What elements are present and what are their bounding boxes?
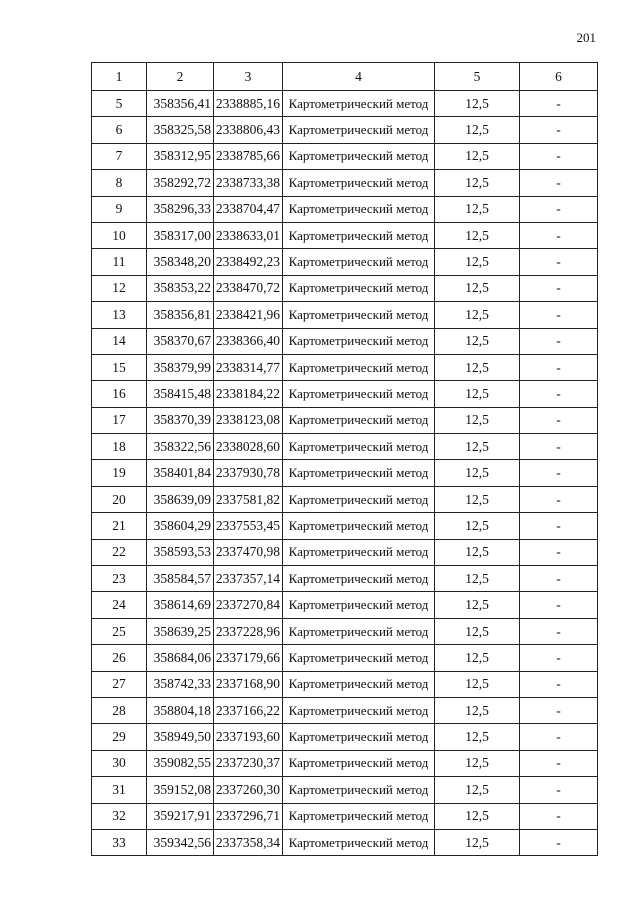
accuracy-cell: 12,5 [435, 460, 520, 486]
y-coordinate-cell: 2337358,34 [214, 829, 283, 855]
method-cell: Картометрический метод [283, 434, 435, 460]
table-row [92, 354, 598, 380]
accuracy-cell: 12,5 [435, 750, 520, 776]
table-row [92, 381, 598, 407]
method-cell: Картометрический метод [283, 354, 435, 380]
x-coordinate-cell: 358325,58 [147, 117, 214, 143]
point-number-cell: 19 [92, 460, 147, 486]
method-cell: Картометрический метод [283, 777, 435, 803]
x-coordinate-cell: 358684,06 [147, 645, 214, 671]
header-cell-1: 1 [92, 63, 147, 91]
page-number: 201 [576, 30, 596, 45]
note-cell: - [520, 196, 598, 222]
y-coordinate-cell: 2337581,82 [214, 486, 283, 512]
accuracy-cell: 12,5 [435, 592, 520, 618]
x-coordinate-cell: 359342,56 [147, 829, 214, 855]
y-coordinate-cell: 2337193,60 [214, 724, 283, 750]
header-cell-4: 4 [283, 63, 435, 91]
note-cell: - [520, 618, 598, 644]
point-number-cell: 17 [92, 407, 147, 433]
x-coordinate-cell: 358353,22 [147, 275, 214, 301]
y-coordinate-cell: 2337470,98 [214, 539, 283, 565]
point-number-cell: 23 [92, 566, 147, 592]
table-row [92, 222, 598, 248]
y-coordinate-cell: 2338633,01 [214, 222, 283, 248]
x-coordinate-cell: 358322,56 [147, 434, 214, 460]
table-row [92, 592, 598, 618]
note-cell: - [520, 486, 598, 512]
method-cell: Картометрический метод [283, 249, 435, 275]
table-row [92, 434, 598, 460]
note-cell: - [520, 645, 598, 671]
method-cell: Картометрический метод [283, 275, 435, 301]
x-coordinate-cell: 358356,81 [147, 302, 214, 328]
table-row [92, 170, 598, 196]
table-row [92, 275, 598, 301]
point-number-cell: 11 [92, 249, 147, 275]
method-cell: Картометрический метод [283, 117, 435, 143]
method-cell: Картометрический метод [283, 328, 435, 354]
point-number-cell: 15 [92, 354, 147, 380]
note-cell: - [520, 143, 598, 169]
table-row [92, 460, 598, 486]
y-coordinate-cell: 2338885,16 [214, 91, 283, 117]
note-cell: - [520, 803, 598, 829]
note-cell: - [520, 566, 598, 592]
accuracy-cell: 12,5 [435, 618, 520, 644]
accuracy-cell: 12,5 [435, 803, 520, 829]
note-cell: - [520, 328, 598, 354]
point-number-cell: 28 [92, 697, 147, 723]
table-row [92, 697, 598, 723]
accuracy-cell: 12,5 [435, 539, 520, 565]
y-coordinate-cell: 2337357,14 [214, 566, 283, 592]
x-coordinate-cell: 358604,29 [147, 513, 214, 539]
method-cell: Картометрический метод [283, 196, 435, 222]
note-cell: - [520, 777, 598, 803]
x-coordinate-cell: 358949,50 [147, 724, 214, 750]
table-row [92, 803, 598, 829]
accuracy-cell: 12,5 [435, 671, 520, 697]
point-number-cell: 5 [92, 91, 147, 117]
accuracy-cell: 12,5 [435, 117, 520, 143]
accuracy-cell: 12,5 [435, 222, 520, 248]
accuracy-cell: 12,5 [435, 724, 520, 750]
note-cell: - [520, 249, 598, 275]
y-coordinate-cell: 2338492,23 [214, 249, 283, 275]
point-number-cell: 24 [92, 592, 147, 618]
y-coordinate-cell: 2338123,08 [214, 407, 283, 433]
method-cell: Картометрический метод [283, 486, 435, 512]
y-coordinate-cell: 2337179,66 [214, 645, 283, 671]
method-cell: Картометрический метод [283, 803, 435, 829]
method-cell: Картометрический метод [283, 645, 435, 671]
method-cell: Картометрический метод [283, 91, 435, 117]
y-coordinate-cell: 2338028,60 [214, 434, 283, 460]
table-row [92, 91, 598, 117]
accuracy-cell: 12,5 [435, 354, 520, 380]
y-coordinate-cell: 2338704,47 [214, 196, 283, 222]
y-coordinate-cell: 2337553,45 [214, 513, 283, 539]
x-coordinate-cell: 358804,18 [147, 697, 214, 723]
table-header-row [92, 63, 598, 91]
point-number-cell: 31 [92, 777, 147, 803]
note-cell: - [520, 460, 598, 486]
accuracy-cell: 12,5 [435, 381, 520, 407]
method-cell: Картометрический метод [283, 539, 435, 565]
note-cell: - [520, 513, 598, 539]
point-number-cell: 25 [92, 618, 147, 644]
table-body [92, 63, 598, 856]
accuracy-cell: 12,5 [435, 697, 520, 723]
point-number-cell: 30 [92, 750, 147, 776]
method-cell: Картометрический метод [283, 566, 435, 592]
y-coordinate-cell: 2337228,96 [214, 618, 283, 644]
y-coordinate-cell: 2337230,37 [214, 750, 283, 776]
x-coordinate-cell: 358370,67 [147, 328, 214, 354]
method-cell: Картометрический метод [283, 592, 435, 618]
accuracy-cell: 12,5 [435, 249, 520, 275]
point-number-cell: 8 [92, 170, 147, 196]
x-coordinate-cell: 358356,41 [147, 91, 214, 117]
point-number-cell: 13 [92, 302, 147, 328]
x-coordinate-cell: 358742,33 [147, 671, 214, 697]
method-cell: Картометрический метод [283, 671, 435, 697]
method-cell: Картометрический метод [283, 381, 435, 407]
table-row [92, 671, 598, 697]
note-cell: - [520, 434, 598, 460]
method-cell: Картометрический метод [283, 750, 435, 776]
table-row [92, 407, 598, 433]
method-cell: Картометрический метод [283, 697, 435, 723]
method-cell: Картометрический метод [283, 618, 435, 644]
header-cell-3: 3 [214, 63, 283, 91]
table-row [92, 829, 598, 855]
x-coordinate-cell: 358584,57 [147, 566, 214, 592]
point-number-cell: 18 [92, 434, 147, 460]
method-cell: Картометрический метод [283, 513, 435, 539]
note-cell: - [520, 117, 598, 143]
x-coordinate-cell: 359082,55 [147, 750, 214, 776]
x-coordinate-cell: 358415,48 [147, 381, 214, 407]
accuracy-cell: 12,5 [435, 645, 520, 671]
y-coordinate-cell: 2337260,30 [214, 777, 283, 803]
y-coordinate-cell: 2338366,40 [214, 328, 283, 354]
y-coordinate-cell: 2338785,66 [214, 143, 283, 169]
table-row [92, 777, 598, 803]
method-cell: Картометрический метод [283, 724, 435, 750]
point-number-cell: 12 [92, 275, 147, 301]
note-cell: - [520, 697, 598, 723]
x-coordinate-cell: 359217,91 [147, 803, 214, 829]
x-coordinate-cell: 358593,53 [147, 539, 214, 565]
accuracy-cell: 12,5 [435, 407, 520, 433]
method-cell: Картометрический метод [283, 222, 435, 248]
note-cell: - [520, 275, 598, 301]
table-row [92, 513, 598, 539]
table-row [92, 302, 598, 328]
accuracy-cell: 12,5 [435, 275, 520, 301]
note-cell: - [520, 724, 598, 750]
table-row [92, 486, 598, 512]
x-coordinate-cell: 358639,09 [147, 486, 214, 512]
accuracy-cell: 12,5 [435, 566, 520, 592]
accuracy-cell: 12,5 [435, 143, 520, 169]
y-coordinate-cell: 2338733,38 [214, 170, 283, 196]
note-cell: - [520, 170, 598, 196]
y-coordinate-cell: 2338184,22 [214, 381, 283, 407]
method-cell: Картометрический метод [283, 460, 435, 486]
note-cell: - [520, 539, 598, 565]
table-row [92, 566, 598, 592]
x-coordinate-cell: 358614,69 [147, 592, 214, 618]
x-coordinate-cell: 359152,08 [147, 777, 214, 803]
table-row [92, 539, 598, 565]
y-coordinate-cell: 2338421,96 [214, 302, 283, 328]
accuracy-cell: 12,5 [435, 196, 520, 222]
y-coordinate-cell: 2338806,43 [214, 117, 283, 143]
note-cell: - [520, 222, 598, 248]
accuracy-cell: 12,5 [435, 829, 520, 855]
y-coordinate-cell: 2337168,90 [214, 671, 283, 697]
table-row [92, 724, 598, 750]
point-number-cell: 22 [92, 539, 147, 565]
point-number-cell: 16 [92, 381, 147, 407]
x-coordinate-cell: 358317,00 [147, 222, 214, 248]
point-number-cell: 32 [92, 803, 147, 829]
point-number-cell: 26 [92, 645, 147, 671]
note-cell: - [520, 750, 598, 776]
point-number-cell: 7 [92, 143, 147, 169]
note-cell: - [520, 592, 598, 618]
accuracy-cell: 12,5 [435, 170, 520, 196]
method-cell: Картометрический метод [283, 143, 435, 169]
table-row [92, 750, 598, 776]
point-number-cell: 6 [92, 117, 147, 143]
header-cell-2: 2 [147, 63, 214, 91]
y-coordinate-cell: 2337270,84 [214, 592, 283, 618]
point-number-cell: 21 [92, 513, 147, 539]
x-coordinate-cell: 358312,95 [147, 143, 214, 169]
note-cell: - [520, 354, 598, 380]
accuracy-cell: 12,5 [435, 513, 520, 539]
table-row [92, 249, 598, 275]
table-row [92, 143, 598, 169]
x-coordinate-cell: 358379,99 [147, 354, 214, 380]
note-cell: - [520, 829, 598, 855]
note-cell: - [520, 381, 598, 407]
x-coordinate-cell: 358370,39 [147, 407, 214, 433]
y-coordinate-cell: 2337166,22 [214, 697, 283, 723]
point-number-cell: 14 [92, 328, 147, 354]
method-cell: Картометрический метод [283, 302, 435, 328]
accuracy-cell: 12,5 [435, 434, 520, 460]
note-cell: - [520, 671, 598, 697]
point-number-cell: 9 [92, 196, 147, 222]
y-coordinate-cell: 2338470,72 [214, 275, 283, 301]
table-row [92, 645, 598, 671]
method-cell: Картометрический метод [283, 170, 435, 196]
point-number-cell: 27 [92, 671, 147, 697]
x-coordinate-cell: 358348,20 [147, 249, 214, 275]
x-coordinate-cell: 358639,25 [147, 618, 214, 644]
y-coordinate-cell: 2337930,78 [214, 460, 283, 486]
header-cell-6: 6 [520, 63, 598, 91]
accuracy-cell: 12,5 [435, 302, 520, 328]
coordinates-table [91, 62, 598, 856]
note-cell: - [520, 91, 598, 117]
point-number-cell: 20 [92, 486, 147, 512]
accuracy-cell: 12,5 [435, 328, 520, 354]
header-cell-5: 5 [435, 63, 520, 91]
x-coordinate-cell: 358296,33 [147, 196, 214, 222]
note-cell: - [520, 407, 598, 433]
y-coordinate-cell: 2337296,71 [214, 803, 283, 829]
table-row [92, 328, 598, 354]
table-row [92, 117, 598, 143]
table-row [92, 196, 598, 222]
accuracy-cell: 12,5 [435, 777, 520, 803]
table-row [92, 618, 598, 644]
x-coordinate-cell: 358292,72 [147, 170, 214, 196]
accuracy-cell: 12,5 [435, 91, 520, 117]
note-cell: - [520, 302, 598, 328]
accuracy-cell: 12,5 [435, 486, 520, 512]
method-cell: Картометрический метод [283, 829, 435, 855]
x-coordinate-cell: 358401,84 [147, 460, 214, 486]
point-number-cell: 33 [92, 829, 147, 855]
method-cell: Картометрический метод [283, 407, 435, 433]
y-coordinate-cell: 2338314,77 [214, 354, 283, 380]
point-number-cell: 10 [92, 222, 147, 248]
point-number-cell: 29 [92, 724, 147, 750]
